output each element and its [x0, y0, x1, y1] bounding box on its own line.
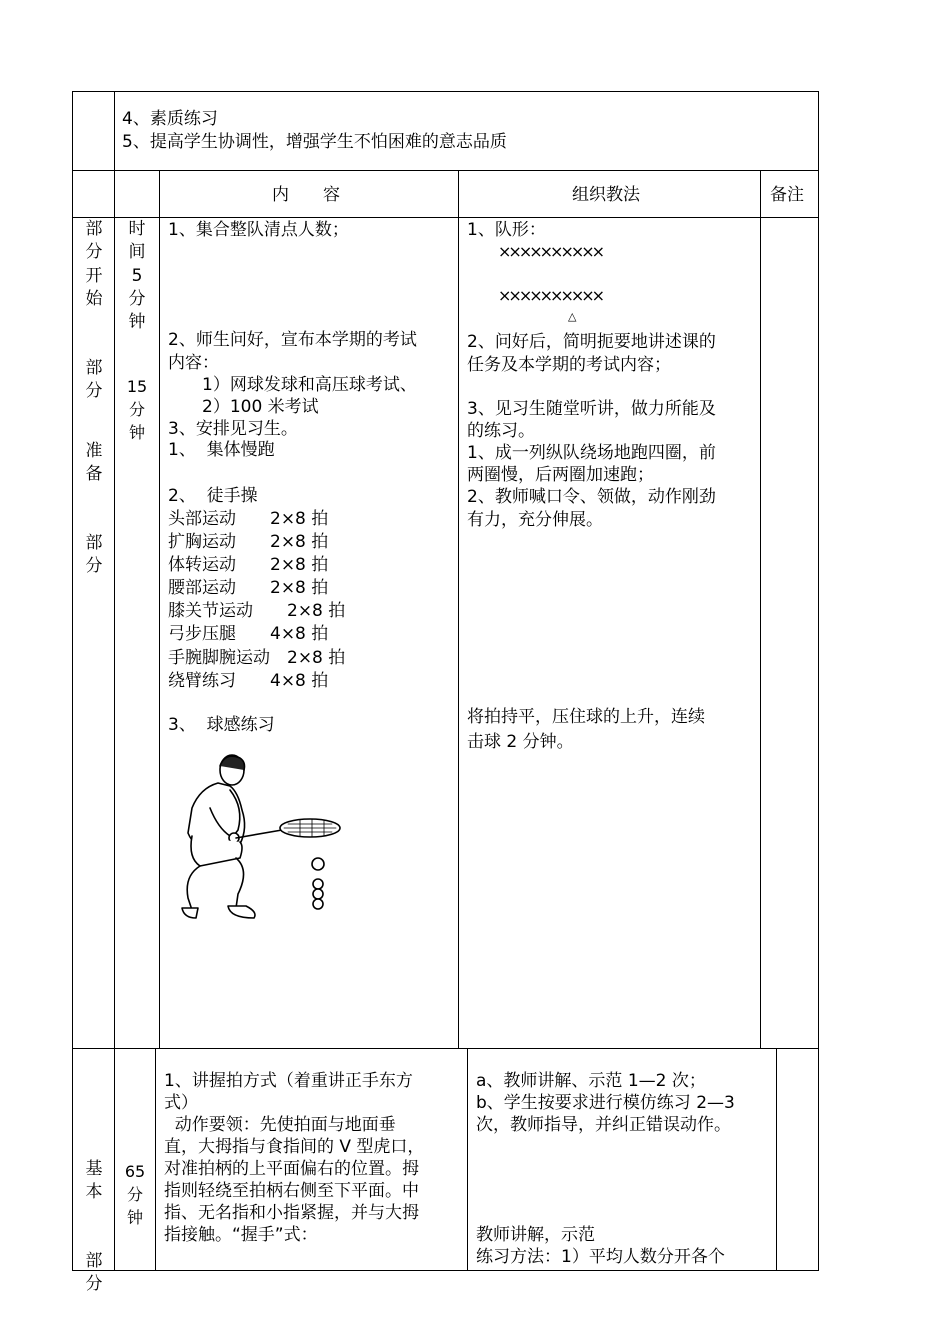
exercise-line: 绕臂练习 4×8 拍 — [168, 671, 329, 691]
table-border — [72, 91, 819, 92]
tennis-ball — [312, 858, 324, 870]
method-line: 将拍持平，压住球的上升，连续 — [467, 707, 705, 727]
table-border — [159, 170, 160, 1049]
basic-content-line: 动作要领：先使拍面与地面垂 — [164, 1115, 396, 1135]
content-line: 2、师生问好，宣布本学期的考试 — [168, 330, 417, 350]
tennis-ball — [313, 879, 323, 889]
part-start-label: 开 始 部 分 — [85, 266, 103, 401]
exercise-line: 腰部运动 2×8 拍 — [168, 578, 329, 598]
basic-content-line: 式） — [164, 1093, 198, 1113]
basic-content-line: 指接触。“握手”式： — [164, 1225, 318, 1245]
method-line: 任务及本学期的考试内容； — [467, 355, 671, 375]
table-border — [114, 91, 115, 1049]
objective-item: 4、素质练习 — [122, 109, 218, 129]
table-border — [72, 1270, 819, 1271]
method-line: 的练习。 — [467, 421, 535, 441]
method-line: 有力，充分伸展。 — [467, 510, 603, 530]
tennis-ball — [313, 899, 323, 909]
time-prep: 15 分 钟 — [126, 377, 148, 442]
formation-row: ×××××××××× — [498, 286, 603, 305]
content-line: 2、 徒手操 — [168, 486, 258, 506]
table-border — [72, 170, 819, 171]
content-line: 3、 球感练习 — [168, 715, 275, 735]
header-content: 内 容 — [272, 185, 340, 205]
exercise-line: 膝关节运动 2×8 拍 — [168, 601, 346, 621]
method-line: 3、见习生随堂听讲，做力所能及 — [467, 399, 716, 419]
time-start: 5 分 钟 — [128, 266, 146, 332]
exercise-line: 体转运动 2×8 拍 — [168, 555, 329, 575]
player-leg — [236, 858, 244, 908]
table-border — [72, 1048, 819, 1049]
table-border — [776, 1048, 777, 1271]
table-border — [72, 217, 819, 218]
method-line: 1、成一列纵队绕场地跑四圈，前 — [467, 443, 716, 463]
part-basic-label: 基 本 部 分 — [85, 1159, 103, 1294]
header-time: 时 间 — [128, 219, 146, 262]
table-border — [467, 1048, 468, 1271]
formation-row: ×××××××××× — [498, 242, 603, 261]
header-part: 部 分 — [85, 219, 103, 262]
player-shoe — [228, 906, 255, 918]
exercise-line: 手腕脚腕运动 2×8 拍 — [168, 648, 346, 668]
exercise-line: 扩胸运动 2×8 拍 — [168, 532, 329, 552]
content-line: 1）网球发球和高压球考试、 — [202, 375, 417, 395]
teacher-position-marker: △ — [568, 310, 577, 323]
objective-item: 5、提高学生协调性，增强学生不怕困难的意志品质 — [122, 132, 507, 152]
basic-content-line: 指、无名指和小指紧握，并与大拇 — [164, 1203, 419, 1223]
part-prep-label: 准 备 部 分 — [85, 441, 103, 576]
basic-method-line: 练习方法：1）平均人数分开各个 — [476, 1247, 725, 1267]
table-border — [155, 1048, 156, 1271]
basic-content-line: 对准拍柄的上平面偏右的位置。拇 — [164, 1159, 419, 1179]
table-border — [114, 1048, 115, 1271]
exercise-line: 弓步压腿 4×8 拍 — [168, 624, 329, 644]
header-remark: 备注 — [770, 185, 804, 205]
content-line: 内容： — [168, 353, 219, 373]
method-line: 2、问好后，简明扼要地讲述课的 — [467, 332, 716, 352]
player-leg — [187, 866, 200, 910]
basic-method-line: b、学生按要求进行模仿练习 2—3 — [476, 1093, 735, 1113]
tennis-ball — [313, 889, 323, 899]
content-line: 3、安排见习生。 — [168, 419, 298, 439]
basic-content-line: 直，大拇指与食指间的 V 型虎口， — [164, 1137, 425, 1157]
method-line: 1、队形： — [467, 220, 546, 240]
basic-content-line: 1、讲握拍方式（着重讲正手东方 — [164, 1071, 413, 1091]
table-border — [72, 91, 73, 1271]
content-line: 2）100 米考试 — [202, 397, 319, 417]
player-shoe — [182, 908, 198, 918]
basic-method-line: 次，教师指导，并纠正错误动作。 — [476, 1115, 731, 1135]
table-border — [458, 170, 459, 1049]
tennis-ball-feel-illustration — [170, 748, 345, 928]
basic-method-line: a、教师讲解、示范 1—2 次； — [476, 1071, 706, 1091]
exercise-line: 头部运动 2×8 拍 — [168, 509, 329, 529]
table-border — [760, 170, 761, 1049]
method-line: 2、教师喊口令、领做，动作刚劲 — [467, 487, 716, 507]
table-border — [818, 91, 819, 1271]
time-basic: 65 分 钟 — [124, 1162, 146, 1227]
basic-method-line: 教师讲解，示范 — [476, 1225, 595, 1245]
content-line: 1、集合整队清点人数； — [168, 220, 349, 240]
method-line: 两圈慢，后两圈加速跑； — [467, 465, 654, 485]
basic-content-line: 指则轻绕至拍柄右侧至下平面。中 — [164, 1181, 419, 1201]
header-method: 组织教法 — [572, 185, 640, 205]
content-line: 1、 集体慢跑 — [168, 440, 275, 460]
method-line: 击球 2 分钟。 — [467, 732, 574, 752]
